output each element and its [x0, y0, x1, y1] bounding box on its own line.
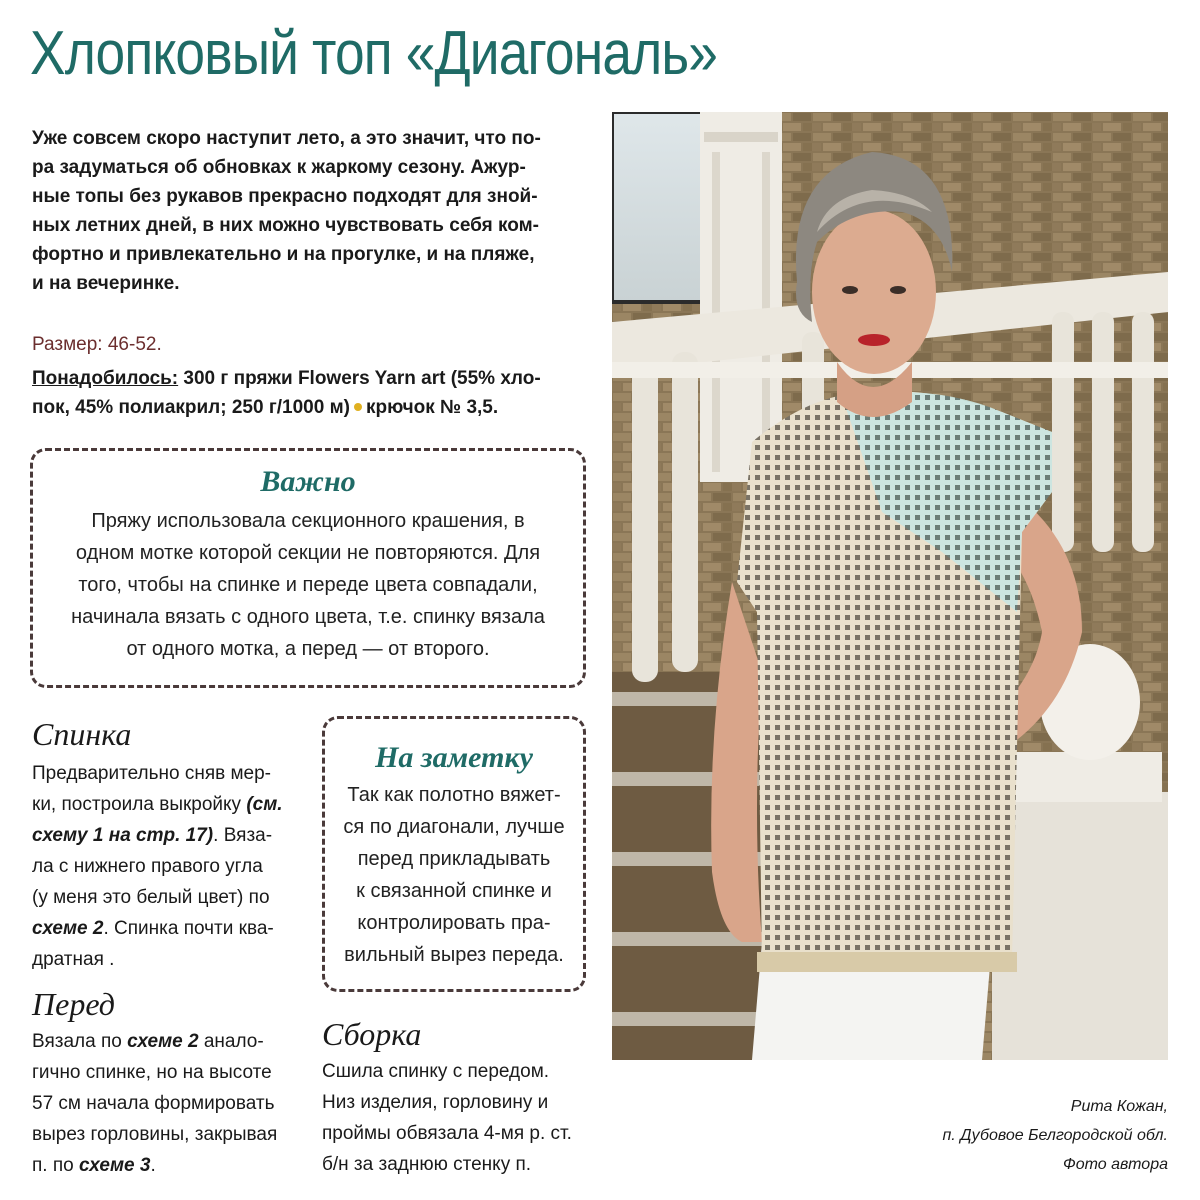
important-line: начинала вязать с одного цвета, т.е. спинку вязала: [71, 606, 545, 628]
important-body: [55, 505, 561, 665]
note-heading: На заметку: [375, 741, 533, 774]
front-text: .: [150, 1155, 156, 1176]
author-location: п. Дубовое Белгородской обл.: [942, 1127, 1168, 1144]
important-heading: Важно: [260, 465, 356, 498]
intro-line: ные топы без рукавов прекрасно подходят для зной-: [32, 186, 538, 207]
materials-label: Понадобилось:: [32, 368, 179, 389]
photo-credits: [943, 1092, 1169, 1179]
front-line: гично спинке, но на высоте: [32, 1062, 272, 1083]
materials-info: [32, 364, 592, 422]
note-line: ся по диагонали, лучше: [343, 816, 565, 838]
front-line: [32, 1150, 312, 1181]
back-ref: (см.: [246, 794, 283, 815]
back-body: [32, 758, 312, 975]
front-line: [32, 1026, 312, 1057]
assembly-line: Низ изделия, горловину и: [322, 1092, 549, 1113]
back-text: . Спинка почти ква-: [103, 918, 274, 939]
intro-paragraph: [32, 124, 588, 298]
front-text: Вязала по: [32, 1031, 128, 1052]
back-line: дратная .: [32, 949, 115, 970]
assembly-line: б/н за заднюю стенку п.: [322, 1154, 532, 1175]
note-line: перед прикладывать: [357, 848, 551, 870]
note-line: вильный вырез переда.: [344, 944, 564, 966]
back-text: . Вяза-: [213, 825, 273, 846]
intro-line: ных летних дней, в них можно чувствовать себя ком-: [32, 215, 539, 236]
front-ref: схеме 2: [127, 1031, 199, 1052]
front-body: [32, 1026, 312, 1181]
front-line: вырез горловины, закрывая: [32, 1124, 278, 1145]
front-line: 57 см начала формировать: [32, 1093, 275, 1114]
important-line: того, чтобы на спинке и переде цвета совпадали,: [78, 574, 538, 596]
author-name: Рита Кожан,: [1070, 1098, 1168, 1115]
photo-credit: Фото автора: [1062, 1156, 1168, 1173]
bullet-dot-icon: [354, 403, 362, 411]
note-line: к связанной спинке и: [356, 880, 552, 902]
note-body: [335, 779, 573, 971]
model-photo: [612, 112, 1168, 1060]
front-ref: схеме 3: [78, 1155, 151, 1176]
back-line: [32, 913, 312, 944]
back-heading: Спинка: [32, 716, 132, 752]
assembly-heading: Сборка: [322, 1016, 422, 1052]
size-info: Размер: 46-52.: [32, 334, 162, 355]
important-box: [30, 448, 586, 688]
hook-size: крючок № 3,5.: [365, 397, 499, 418]
important-line: Пряжу использовала секционного крашения, в: [91, 510, 525, 532]
front-heading: Перед: [32, 986, 115, 1022]
back-text: ки, построила выкройку: [32, 794, 247, 815]
back-ref: схеме 2: [32, 918, 104, 939]
front-text: п. по: [32, 1155, 79, 1176]
materials-text: 300 г пряжи Flowers Yarn art (55% хло-: [178, 368, 541, 389]
assembly-line: проймы обвязала 4-мя р. ст.: [322, 1123, 572, 1144]
intro-line: и на вечеринке.: [32, 273, 180, 294]
intro-line: фортно и привлекательно и на прогулке, и на пляже,: [32, 244, 535, 265]
article-title: Хлопковый топ «Диагональ»: [30, 19, 718, 88]
intro-line: Уже совсем скоро наступит лето, а это значит, что по-: [32, 128, 541, 149]
back-line: [32, 789, 312, 820]
note-line: контролировать пра-: [357, 912, 551, 934]
important-line: от одного мотка, а перед — от второго.: [126, 638, 490, 660]
note-line: Так как полотно вяжет-: [347, 784, 561, 806]
back-line: [32, 820, 312, 851]
back-line: Предварительно сняв мер-: [32, 763, 272, 784]
front-text: анало-: [198, 1031, 264, 1052]
materials-text: пок, 45% полиакрил; 250 г/1000 м): [32, 397, 350, 418]
assembly-body: [322, 1056, 592, 1180]
back-ref: схему 1 на стр. 17): [32, 825, 214, 846]
note-box: [322, 716, 586, 992]
back-line: (у меня это белый цвет) по: [32, 887, 270, 908]
intro-line: ра задуматься об обновках к жаркому сезону. Ажур-: [32, 157, 526, 178]
back-line: ла с нижнего правого угла: [32, 856, 263, 877]
assembly-line: Сшила спинку с передом.: [322, 1061, 550, 1082]
important-line: одном мотке которой секции не повторяются. Для: [75, 542, 541, 564]
